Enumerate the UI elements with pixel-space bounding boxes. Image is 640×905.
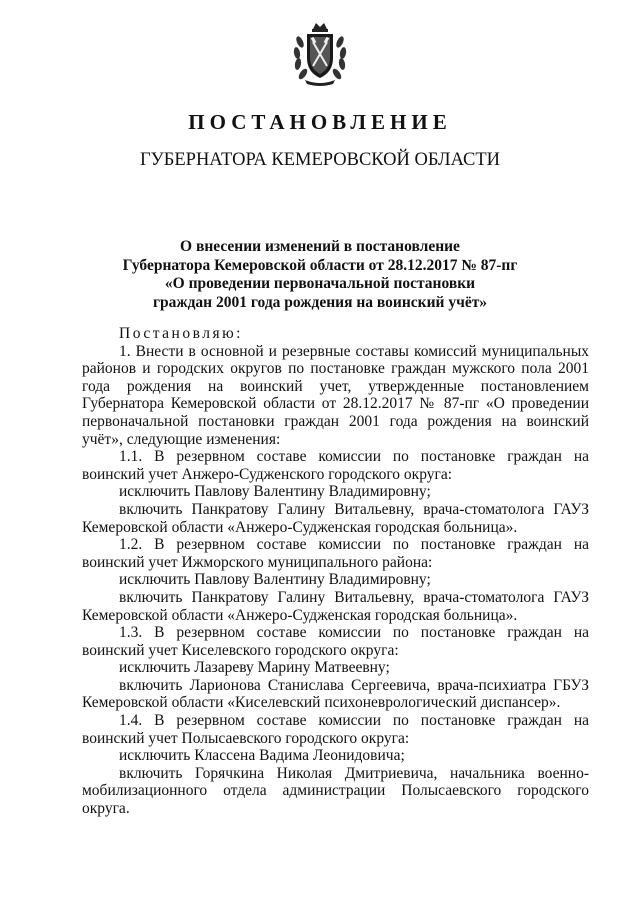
document-title: [0, 238, 640, 312]
paragraph-item-1-4: 1.4. В резервном составе комиссии по постановке граждан на воинский учет Полысаевского городского округа:: [82, 712, 589, 747]
paragraph-item-1-3: 1.3. В резервном составе комиссии по постановке граждан на воинский учет Киселевского городского округа:: [82, 624, 589, 659]
paragraph-item-1-2: 1.2. В резервном составе комиссии по постановке граждан на воинский учет Ижморского муниципального района:: [82, 536, 589, 571]
decree-word: Постановляю:: [119, 325, 243, 342]
title-line: О внесении изменений в постановление: [180, 238, 460, 255]
title-line: граждан 2001 года рождения на воинский учёт»: [152, 293, 488, 311]
paragraph-item-1-1: 1.1. В резервном составе комиссии по постановке граждан на воинский учет Анжеро-Судженского городского округа:: [82, 448, 589, 483]
issuer-heading: ГУБЕРНАТОРА КЕМЕРОВСКОЙ ОБЛАСТИ: [139, 150, 501, 170]
include-line: включить Панкратову Галину Витальевну, врача-стоматолога ГАУЗ Кемеровской области «Анжеро-Судженская городская больница».: [82, 588, 589, 624]
include-line: включить Горячкина Николая Дмитриевича, начальника военно-мобилизационного отдела администрации Полысаевского городского округа.: [82, 764, 589, 818]
document-type-heading: ПОСТАНОВЛЕНИЕ: [188, 110, 452, 134]
title-line: «О проведении первоначальной постановки: [164, 275, 476, 292]
title-line: Губернатора Кемеровской области от 28.12.2017 № 87-пг: [122, 256, 518, 274]
include-line: включить Ларионова Станислава Сергеевича, врача-психиатра ГБУЗ Кемеровской области «Киселевский психоневрологический диспансер».: [82, 676, 589, 712]
include-line: включить Панкратову Галину Витальевну, врача-стоматолога ГАУЗ Кемеровской области «Анжеро-Судженская городская больница».: [82, 500, 589, 536]
paragraph-item-1: 1. Внести в основной и резервные составы комиссий муниципальных районов и городских округов по постановке граждан мужского пола 2001 года рождения на воинский учет, утвержденные постановлением Губернатора Кемеровской области от 28.12.2017 № 87-пг «О проведении первоначальной постановки граждан 2001 года рождения на воинский учёт», следующие изменения:: [82, 342, 589, 448]
exclude-line: исключить Павлову Валентину Владимировну;: [119, 483, 431, 501]
exclude-line: исключить Павлову Валентину Владимировну;: [119, 571, 431, 589]
coat-of-arms-icon: [291, 20, 349, 88]
document-body: [82, 325, 589, 818]
exclude-line: исключить Классена Вадима Леонидовича;: [119, 747, 405, 765]
exclude-line: исключить Лазареву Марину Матвеевну;: [119, 659, 390, 677]
